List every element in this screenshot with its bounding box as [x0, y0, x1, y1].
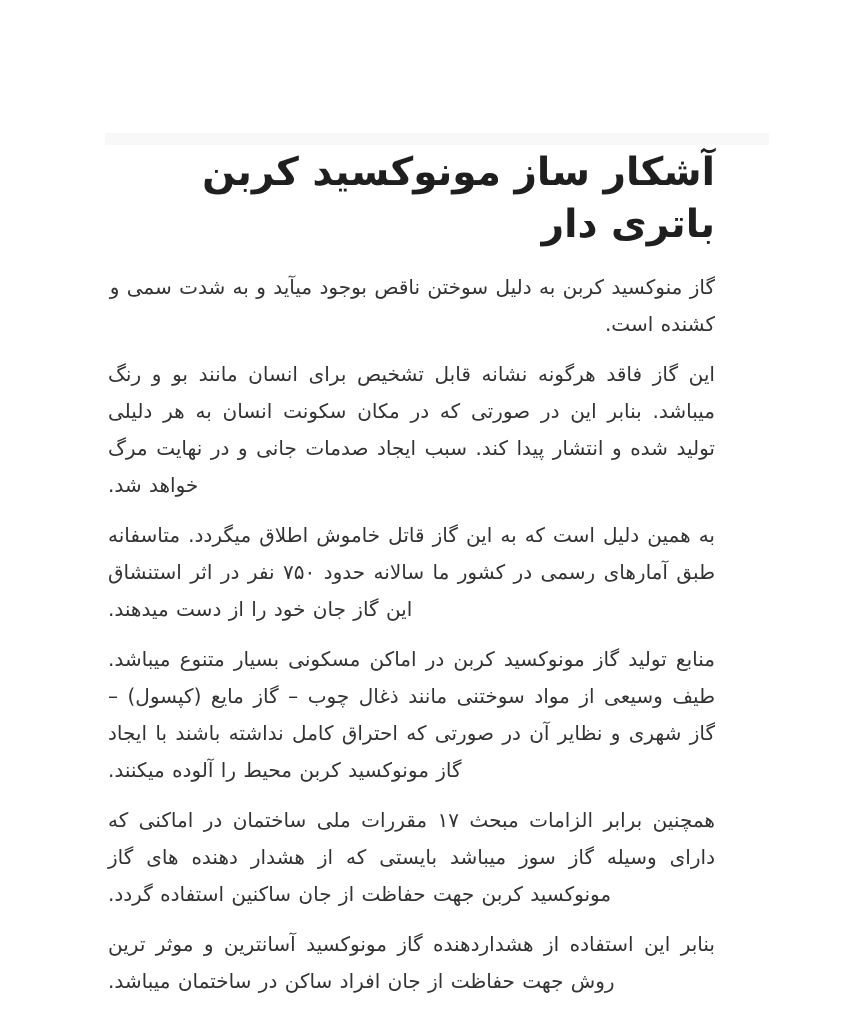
article-paragraph-6: بنابر این استفاده از هشداردهنده گاز مونوکسید آسانترین و موثر ترین روش جهت حفاظت از جان افراد ساکن در ساختمان میباشد. [108, 932, 715, 993]
article-paragraph-4: منابع تولید گاز مونوکسید کربن در اماکن مسکونی بسیار متنوع میباشد. طیف وسیعی از مواد سوختنی مانند ذغال چوب – گاز مایع (کپسول) – گاز شهری و نظایر آن در صورتی که احتراق کامل نداشته باشند با ایجاد گاز مونوکسید کربن محیط را آلوده میکنند. [108, 647, 715, 782]
article-content [108, 147, 715, 1013]
article-paragraph-2: این گاز فاقد هرگونه نشانه قابل تشخیص برای انسان مانند بو و رنگ میباشد. بنابر این در صورتی که در مکان سکونت انسان به هر دلیلی تولید شده و انتشار پیدا کند. سبب ایجاد صدمات جانی و در نهایت مرگ خواهد شد. [108, 362, 715, 497]
page-title: آشکار ساز مونوکسید کربن باتری دار [202, 150, 715, 247]
section-divider [105, 133, 769, 145]
article-paragraph-lead: گاز منوکسید کربن به دلیل سوختن ناقص بوجود میآید و به شدت سمی و کشنده است. [109, 275, 715, 336]
article-paragraph-3: به همین دلیل است که به این گاز قاتل خاموش اطلاق میگردد. متاسفانه طبق آمارهای رسمی در کشور ما سالانه حدود ۷۵۰ نفر در اثر استنشاق این گاز جان خود را از دست میدهند. [108, 523, 715, 621]
article-paragraph-5: همچنین برابر الزامات مبحث ۱۷ مقررات ملی ساختمان در اماکنی که دارای وسیله گاز سوز میباشد بایستی که از هشدار دهنده های گاز مونوکسید کربن جهت حفاظت از جان ساکنین استفاده گردد. [108, 808, 715, 906]
